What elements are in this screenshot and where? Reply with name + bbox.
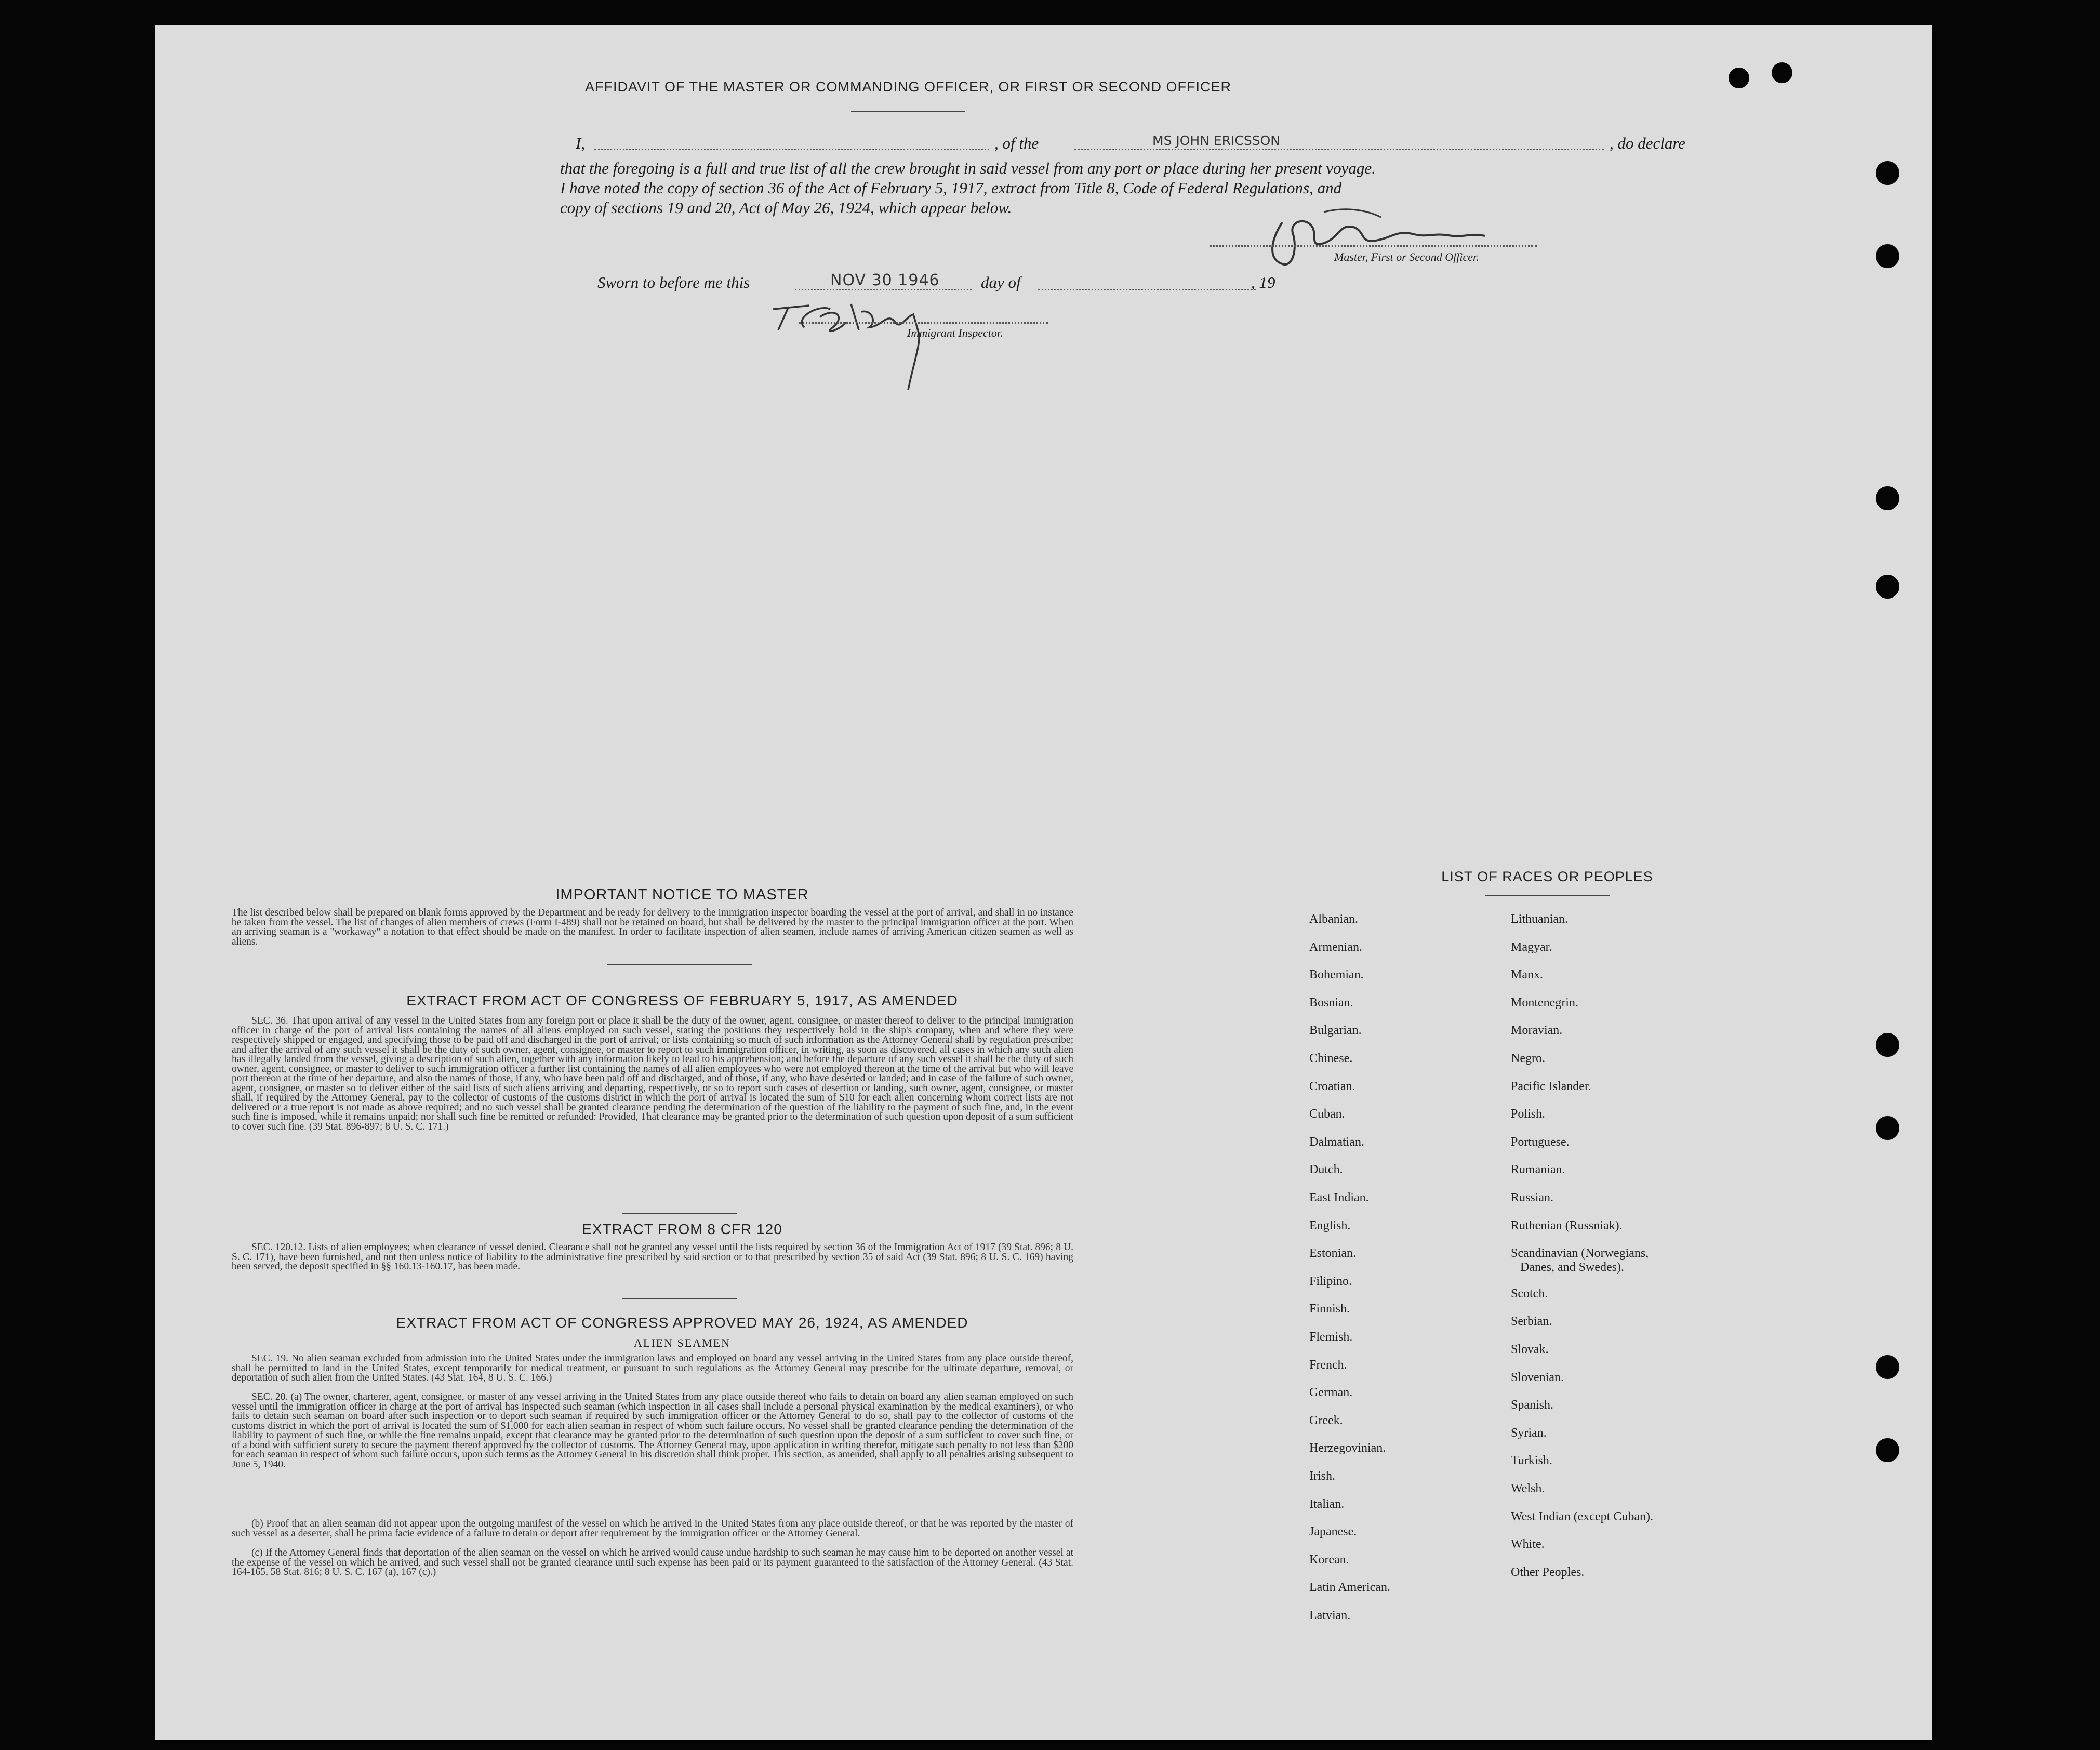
- extract-1917-heading: EXTRACT FROM ACT OF CONGRESS OF FEBRUARY 5, 1917, AS AMENDED: [406, 992, 958, 1009]
- punch-hole: [1729, 68, 1749, 88]
- punch-hole: [1772, 62, 1792, 83]
- declaration-line-4: copy of sections 19 and 20, Act of May 26, 1924, which appear below.: [560, 198, 1012, 217]
- race-item: Portuguese.: [1511, 1135, 1570, 1149]
- punch-hole: [1876, 244, 1899, 268]
- declaration-line-3: I have noted the copy of section 36 of the Act of February 5, 1917, extract from Title 8, Code of Federal Regulations, and: [560, 179, 1342, 197]
- extract-1924-sec20a: SEC. 20. (a) The owner, charterer, agent, consignee, or master of any vessel arriving in the United States from any place outside thereof who fails to detain on board any alien seaman employed on such vessel until the immigration officer in charge at the port of arrival has inspected such seaman (which inspection in all cases shall include a personal physical examination by the medical examiners), or who fails to detain such seaman on board after such inspection or to deport such seaman if required by such immigration officer or the Attorney General to do so, shall pay to the collector of customs of the customs district in which the port of arrival is located the sum of $1,000 for each alien seaman in respect of whom such failure occurs. No vessel shall be granted clearance pending the determination of the liability to payment of such fine, or while the fine remains unpaid, except that clearance may be granted prior to the determination of such question upon the deposit of a sum sufficient to cover such fine, or of a bond with sufficient surety to secure the payment thereof approved by the collector of customs. The Attorney General may, upon application in writing therefor, mitigate such penalty to not less than $200 for each seaman in respect of whom such failure occurs, upon such terms as the Attorney General in his discretion shall think proper. This section, as amended, shall apply to all penalties arising subsequent to June 5, 1940.: [232, 1391, 1073, 1470]
- punch-hole: [1876, 575, 1899, 599]
- extract-cfr-rule: [622, 1298, 737, 1299]
- race-item: Turkish.: [1511, 1454, 1552, 1468]
- race-item: Italian.: [1309, 1497, 1345, 1511]
- affidavit-title: AFFIDAVIT OF THE MASTER OR COMMANDING OFFICER, OR FIRST OR SECOND OFFICER: [584, 79, 1232, 95]
- race-item: Bulgarian.: [1309, 1024, 1362, 1038]
- extract-1924-sec20c: (c) If the Attorney General finds that deportation of the alien seaman on the vessel on which he arrived would cause undue hardship to such seaman he may cause him to be deported on another vessel at the expense of the vessel on which he arrived, and such vessel shall not be granted clearance until such expense has been paid or its payment guaranteed to the satisfaction of the Attorney General. (43 Stat. 164-165, 58 Stat. 816; 8 U. S. C. 167 (a), 167 (c).): [232, 1547, 1073, 1577]
- race-item: Bohemian.: [1309, 968, 1364, 982]
- declaration-i: I,: [576, 134, 586, 152]
- master-signature-line: [1210, 245, 1537, 247]
- sworn-day-of: day of: [981, 273, 1021, 291]
- race-item: Filipino.: [1309, 1274, 1352, 1288]
- title-rule: [851, 111, 965, 112]
- punch-hole: [1876, 161, 1899, 185]
- race-item: West Indian (except Cuban).: [1511, 1509, 1653, 1523]
- extract-1924-subheading: ALIEN SEAMEN: [634, 1336, 730, 1349]
- race-item: Chinese.: [1309, 1052, 1353, 1065]
- punch-hole: [1876, 1116, 1899, 1140]
- race-item: Other Peoples.: [1511, 1565, 1585, 1579]
- race-item: Welsh.: [1511, 1482, 1545, 1495]
- notice-heading: IMPORTANT NOTICE TO MASTER: [555, 886, 809, 903]
- race-item: Dalmatian.: [1309, 1135, 1364, 1149]
- race-item: Latvian.: [1309, 1609, 1351, 1622]
- vessel-name: MS JOHN ERICSSON: [1152, 133, 1280, 148]
- extract-cfr-heading: EXTRACT FROM 8 CFR 120: [582, 1221, 782, 1237]
- declaration-of-the: , of the: [994, 134, 1039, 152]
- race-item: White.: [1511, 1537, 1545, 1552]
- punch-hole: [1876, 1355, 1899, 1379]
- race-item: Slovak.: [1511, 1343, 1549, 1356]
- race-item: Syrian.: [1511, 1426, 1547, 1440]
- race-item: Cuban.: [1309, 1107, 1345, 1121]
- inspector-signature: [768, 286, 955, 405]
- race-item: Croatian.: [1309, 1079, 1355, 1093]
- master-signature: [1261, 202, 1552, 280]
- inspector-caption: Immigrant Inspector.: [907, 326, 1003, 339]
- race-item: Flemish.: [1309, 1330, 1353, 1344]
- race-item: Latin American.: [1309, 1581, 1390, 1595]
- declaration-line-2: that the foregoing is a full and true list of all the crew brought in said vessel from any port or place during her present voyage.: [560, 159, 1376, 177]
- race-item: Scandinavian (Norwegians, Danes, and Swedes).: [1511, 1247, 1649, 1275]
- race-item: German.: [1309, 1386, 1353, 1400]
- race-item: Spanish.: [1511, 1398, 1554, 1412]
- inspector-signature-line: [799, 322, 1048, 324]
- punch-hole: [1876, 1033, 1899, 1057]
- race-item: Rumanian.: [1511, 1163, 1565, 1177]
- declaration-declare: , do declare: [1610, 134, 1686, 152]
- race-item: Bosnian.: [1309, 996, 1353, 1010]
- race-item: Polish.: [1511, 1107, 1546, 1121]
- sworn-label: Sworn to before me this: [597, 273, 750, 291]
- race-item: Serbian.: [1511, 1315, 1552, 1329]
- declaration-line-1: [576, 134, 1703, 155]
- race-item: Magyar.: [1511, 940, 1552, 954]
- race-item: Greek.: [1309, 1413, 1343, 1427]
- race-item: East Indian.: [1309, 1191, 1369, 1204]
- extract-1924-sec19: SEC. 19. No alien seaman excluded from admission into the United States under the immigration laws and employed on board any vessel arriving in the United States from any place outside thereof, shall be permitted to land in the United States, except temporarily for medical treatment, or pursuant to such regulations as the Attorney General may prescribe for the ultimate departure, removal, or deportation of such alien from the United States. (43 Stat. 164, 8 U. S. C. 166.): [232, 1353, 1073, 1383]
- race-item: Negro.: [1511, 1052, 1545, 1065]
- race-item: Slovenian.: [1511, 1370, 1564, 1384]
- race-item: Moravian.: [1511, 1024, 1563, 1038]
- race-item: Estonian.: [1309, 1247, 1356, 1261]
- race-item: Armenian.: [1309, 940, 1362, 954]
- extract-1917-body: SEC. 36. That upon arrival of any vessel in the United States from any foreign port or place it shall be the duty of the owner, agent, consignee, or master thereof to deliver to the principal immigration officer in charge of the port of arrival lists containing the names of all aliens employed on such vessel, stating the positions they respectively hold in the ship's company, when and where they were respectively shipped or engaged, and specifying those to be paid off and discharged in the port of arrival; or lists containing so much of such information as the Attorney General shall by regulation prescribe; and after the arrival of any such vessel it shall be the duty of such owner, agent, consignee, or master to report to such immigration officer, in writing, as soon as discovered, all cases in which any such alien has illegally landed from the vessel, giving a description of such alien, together with any information likely to lead to his apprehension; and before the departure of any such vessel it shall be the duty of such owner, agent, consignee, or master to deliver to such immigration officer a further list containing the names of all alien employees who were not employed thereon at the time of the arrival but who will leave port thereon at the time of her departure, and also the names of those, if any, who have been paid off and discharged, and of those, if any, who have deserted or landed; and in case of the failure of such owner, agent, consignee, or master so to deliver either of the said lists of such aliens arriving and departing, respectively, or so to report such cases of desertion or landing, such owner, agent, consignee, or master shall, if required by the Attorney General, pay to the collector of customs of the customs district in which the port of arrival is located the sum of $10 for each alien concerning whom correct lists are not delivered or a true report is not made as above required; and no such vessel shall be granted clearance pending the determination of the question of the liability to the payment of such fine, and, in the event such fine is imposed, while it remains unpaid; nor shall such fine be remitted or refunded: Provided, That clearance may be granted prior to the determination of such question upon deposit of a sum sufficient to cover such fine. (39 Stat. 896-897; 8 U. S. C. 171.): [232, 1015, 1073, 1132]
- race-item: Ruthenian (Russniak).: [1511, 1218, 1623, 1232]
- races-rule: [1485, 895, 1610, 896]
- race-item: Finnish.: [1309, 1302, 1350, 1316]
- race-item: Montenegrin.: [1511, 996, 1578, 1010]
- race-item: Lithuanian.: [1511, 912, 1568, 926]
- race-item: Pacific Islander.: [1511, 1079, 1591, 1093]
- extract-1924-sec20b: (b) Proof that an alien seaman did not appear upon the outgoing manifest of the vessel on which he arrived in the United States from any place outside thereof, or that he was reported by the master of such vessel as a deserter, shall be prima facie evidence of a failure to detain or deport after requirement by the immigration officer or the Attorney General.: [232, 1518, 1073, 1539]
- document-page: [155, 25, 1932, 1740]
- sworn-month-field: [1038, 289, 1256, 290]
- notice-rule: [607, 964, 752, 965]
- race-item: Dutch.: [1309, 1163, 1343, 1177]
- races-heading: LIST OF RACES OR PEOPLES: [1441, 869, 1653, 884]
- punch-hole: [1876, 1438, 1899, 1462]
- race-item: Russian.: [1511, 1191, 1554, 1204]
- extract-cfr-body: SEC. 120.12. Lists of alien employees; when clearance of vessel denied. Clearance shall not be granted any vessel until the lists required by section 36 of the Immigration Act of 1917 (39 Stat. 896; 8 U. S. C. 171), have been furnished, and not then unless notice of liability to the administrative fine prescribed by said section or to that prescribed by section 35 of said Act (39 Stat. 896; 8 U. S. C. 169) having been served, the deposit specified in §§ 160.13-160.17, has been made.: [232, 1242, 1073, 1272]
- sworn-date-stamp: NOV 30 1946: [830, 271, 940, 289]
- race-item: English.: [1309, 1218, 1351, 1232]
- race-item: Korean.: [1309, 1553, 1349, 1567]
- punch-hole: [1876, 486, 1899, 510]
- race-item: Scotch.: [1511, 1287, 1548, 1301]
- race-item: Manx.: [1511, 968, 1543, 982]
- race-item: Japanese.: [1309, 1525, 1357, 1539]
- vessel-name-field: [1074, 149, 1604, 150]
- declarant-name-field: [594, 149, 989, 150]
- race-item: Albanian.: [1309, 912, 1358, 926]
- race-item: French.: [1309, 1358, 1347, 1372]
- race-item: Herzegovinian.: [1309, 1441, 1386, 1455]
- extract-1917-rule: [622, 1213, 737, 1214]
- notice-body: The list described below shall be prepared on blank forms approved by the Department and be ready for delivery to the immigration inspector boarding the vessel at the port of arrival, and shall in no instance be taken from the vessel. The list of changes of alien members of crews (Form I-489) shall not be retained on board, but shall be delivered by the master to the principal immigration officer at the port. When an arriving seaman is a "workaway" a notation to that effect should be made on the manifest. In order to facilitate inspection of alien seamen, include names of arriving American citizen seamen as well as aliens.: [232, 907, 1073, 947]
- extract-1924-heading: EXTRACT FROM ACT OF CONGRESS APPROVED MAY 26, 1924, AS AMENDED: [396, 1315, 968, 1331]
- race-item: Irish.: [1309, 1469, 1335, 1483]
- sworn-year-prefix: , 19: [1251, 273, 1275, 291]
- master-caption: Master, First or Second Officer.: [1334, 250, 1479, 263]
